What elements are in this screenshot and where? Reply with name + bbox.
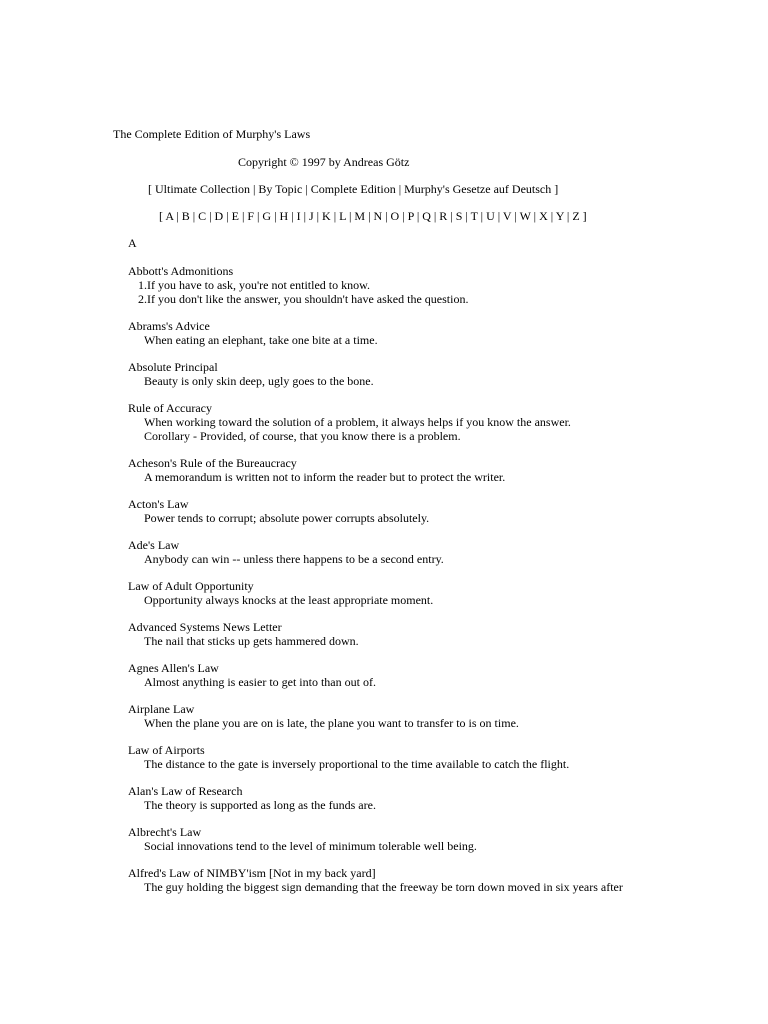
law-list	[128, 264, 728, 907]
law-text: The theory is supported as long as the funds are.	[144, 798, 376, 812]
law-text: The guy holding the biggest sign demanding that the freeway be torn down moved in six years after	[144, 880, 623, 894]
law-entry	[128, 702, 728, 730]
law-text: The nail that sticks up gets hammered down.	[144, 634, 359, 648]
law-title: Alan's Law of Research	[128, 784, 243, 798]
section-heading: A	[128, 236, 137, 250]
law-entry	[128, 360, 728, 388]
law-title: Advanced Systems News Letter	[128, 620, 282, 634]
law-entry	[128, 401, 728, 443]
law-entry	[128, 784, 728, 812]
law-entry	[128, 579, 728, 607]
law-entry	[128, 866, 728, 894]
law-title: Ade's Law	[128, 538, 180, 552]
law-title: Abbott's Admonitions	[128, 264, 234, 278]
law-title: Rule of Accuracy	[128, 401, 212, 415]
copyright-notice: Copyright © 1997 by Andreas Götz	[238, 155, 410, 169]
law-entry	[128, 497, 728, 525]
law-text: Beauty is only skin deep, ugly goes to the bone.	[144, 374, 374, 388]
law-entry	[128, 661, 728, 689]
law-entry	[128, 825, 728, 853]
law-entry	[128, 620, 728, 648]
law-text: Anybody can win -- unless there happens to be a second entry.	[144, 552, 444, 566]
law-text: When the plane you are on is late, the plane you want to transfer to is on time.	[144, 716, 519, 730]
page-title: The Complete Edition of Murphy's Laws	[113, 127, 311, 141]
law-title: Acheson's Rule of the Bureaucracy	[128, 456, 297, 470]
law-title: Alfred's Law of NIMBY'ism [Not in my back yard]	[128, 866, 376, 880]
law-text: Corollary - Provided, of course, that you know there is a problem.	[144, 429, 461, 443]
law-entry	[128, 319, 728, 347]
law-entry	[128, 456, 728, 484]
law-title: Acton's Law	[128, 497, 189, 511]
alphabet-index: [ A | B | C | D | E | F | G | H | I | J | K | L | M | N | O | P | Q | R | S | T | U | V | W | X | Y | Z ]	[159, 209, 587, 223]
law-entry	[128, 264, 728, 306]
law-title: Law of Airports	[128, 743, 205, 757]
law-text: A memorandum is written not to inform the reader but to protect the writer.	[144, 470, 506, 484]
law-text: 2.If you don't like the answer, you shouldn't have asked the question.	[138, 292, 469, 306]
law-text: Almost anything is easier to get into than out of.	[144, 675, 376, 689]
law-title: Law of Adult Opportunity	[128, 579, 254, 593]
law-text: Power tends to corrupt; absolute power corrupts absolutely.	[144, 511, 430, 525]
law-entry	[128, 538, 728, 566]
law-entry	[128, 743, 728, 771]
law-text: Opportunity always knocks at the least appropriate moment.	[144, 593, 434, 607]
law-title: Agnes Allen's Law	[128, 661, 219, 675]
law-title: Absolute Principal	[128, 360, 218, 374]
law-text: The distance to the gate is inversely proportional to the time available to catch the flight.	[144, 757, 570, 771]
law-title: Abrams's Advice	[128, 319, 210, 333]
law-text: Social innovations tend to the level of minimum tolerable well being.	[144, 839, 477, 853]
law-title: Albrecht's Law	[128, 825, 202, 839]
collection-nav: [ Ultimate Collection | By Topic | Complete Edition | Murphy's Gesetze auf Deutsch ]	[148, 182, 559, 196]
law-text: When eating an elephant, take one bite at a time.	[144, 333, 378, 347]
law-title: Airplane Law	[128, 702, 195, 716]
law-text: When working toward the solution of a problem, it always helps if you know the answer.	[144, 415, 571, 429]
law-text: 1.If you have to ask, you're not entitled to know.	[138, 278, 371, 292]
